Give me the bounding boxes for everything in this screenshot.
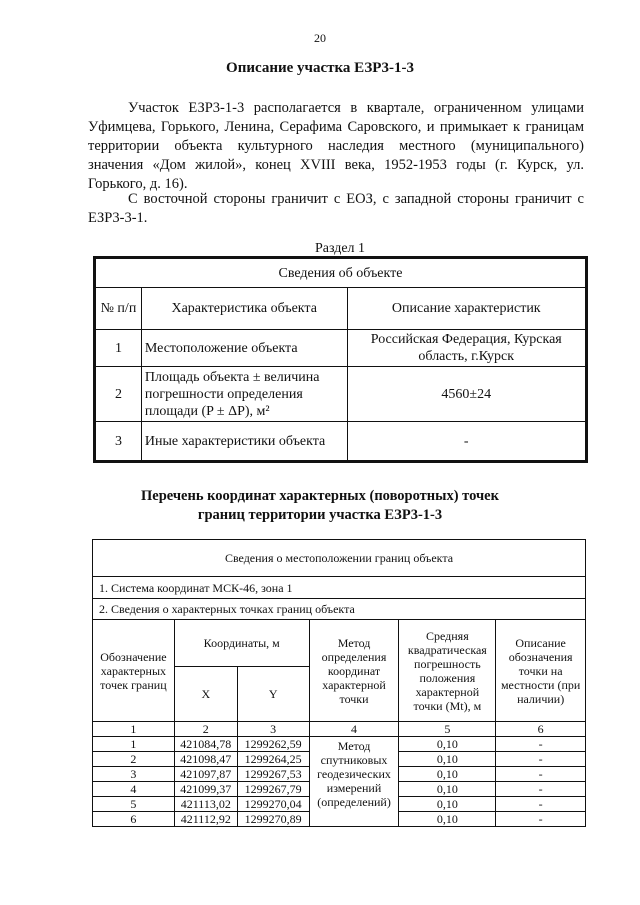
page-number: 20: [314, 31, 326, 45]
point-x: 421098,47: [174, 752, 237, 767]
y-header: Y: [237, 667, 309, 722]
point-description: -: [496, 782, 586, 797]
point-y: 1299270,89: [237, 812, 309, 827]
point-description: -: [496, 767, 586, 782]
row-characteristic: Местоположение объекта: [141, 330, 347, 367]
row-number: 2: [96, 367, 142, 422]
column-characteristic-header: Характеристика объекта: [141, 288, 347, 330]
point-error: 0,10: [399, 737, 496, 752]
point-number: 6: [93, 812, 175, 827]
point-number: 1: [93, 737, 175, 752]
point-y: 1299267,53: [237, 767, 309, 782]
column-number: 4: [309, 722, 399, 737]
point-description: -: [496, 752, 586, 767]
row-number: 1: [96, 330, 142, 367]
point-number: 3: [93, 767, 175, 782]
point-description-header: Описание обозначения точки на местности (при наличии): [496, 620, 586, 722]
boundary-paragraph: С восточной стороны граничит с ЕОЗ, с западной стороны граничит с ЕЗР3-3-1.: [88, 191, 584, 226]
column-number-header: № п/п: [96, 288, 142, 330]
row-description: 4560±24: [347, 367, 585, 422]
table-row: [96, 367, 586, 422]
point-x: 421099,37: [174, 782, 237, 797]
point-description: -: [496, 812, 586, 827]
point-x: 421113,02: [174, 797, 237, 812]
designation-header: Обозначение характерных точек границ: [93, 620, 175, 722]
row-characteristic: Площадь объекта ± величина погрешности определения площади (P ± ΔP), м²: [141, 367, 347, 422]
row-description: -: [347, 422, 585, 461]
location-header: Сведения о местоположении границ объекта: [93, 540, 586, 577]
point-error: 0,10: [399, 812, 496, 827]
column-description-header: Описание характеристик: [347, 288, 585, 330]
column-number: 1: [93, 722, 175, 737]
point-error: 0,10: [399, 767, 496, 782]
point-number: 4: [93, 782, 175, 797]
coordinates-heading-line1: Перечень координат характерных (поворотных) точек: [141, 488, 499, 504]
object-info-header: Сведения об объекте: [96, 259, 586, 288]
coordinates-heading: [0, 487, 640, 525]
method-cell: Метод спутниковых геодезических измерений (определений): [309, 737, 399, 827]
section-title: Описание участка ЕЗР3-1-3: [226, 60, 414, 76]
point-y: 1299267,79: [237, 782, 309, 797]
point-y: 1299264,25: [237, 752, 309, 767]
object-info-table: [95, 258, 586, 461]
x-header: X: [174, 667, 237, 722]
coordinates-heading-line2: границ территории участка ЕЗР3-1-3: [197, 507, 443, 523]
point-x: 421097,87: [174, 767, 237, 782]
coordinate-system: 1. Система координат МСК-46, зона 1: [93, 577, 586, 599]
table-row: [96, 422, 586, 461]
column-number: 2: [174, 722, 237, 737]
method-header: Метод определения координат характерной точки: [309, 620, 399, 722]
coordinates-header: Координаты, м: [174, 620, 309, 667]
points-title: 2. Сведения о характерных точках границ объекта: [93, 599, 586, 620]
table-row: [96, 330, 586, 367]
error-header: Средняя квадратическая погрешность положения характерной точки (Mt), м: [399, 620, 496, 722]
column-number: 5: [399, 722, 496, 737]
point-x: 421112,92: [174, 812, 237, 827]
point-y: 1299262,59: [237, 737, 309, 752]
description-paragraph: Участок ЕЗР3-1-3 располагается в квартале, ограниченном улицами Уфимцева, Горького, Ленина, Серафима Саровского, и примыкает к границам территории объекта культурного наследия местного (муниципального) значения «Дом жилой», конец XVIII века, 1952-1953 годы (г. Курск, ул. Горького, д. 16).: [88, 100, 584, 192]
column-number: 6: [496, 722, 586, 737]
point-x: 421084,78: [174, 737, 237, 752]
row-description: Российская Федерация, Курская область, г.Курск: [347, 330, 585, 367]
column-number: 3: [237, 722, 309, 737]
point-error: 0,10: [399, 782, 496, 797]
point-number: 5: [93, 797, 175, 812]
table-row: [93, 737, 586, 752]
point-description: -: [496, 737, 586, 752]
point-description: -: [496, 797, 586, 812]
section-caption: Раздел 1: [314, 241, 366, 256]
coordinates-table: [92, 539, 586, 827]
row-characteristic: Иные характеристики объекта: [141, 422, 347, 461]
point-number: 2: [93, 752, 175, 767]
point-error: 0,10: [399, 797, 496, 812]
row-number: 3: [96, 422, 142, 461]
point-error: 0,10: [399, 752, 496, 767]
point-y: 1299270,04: [237, 797, 309, 812]
